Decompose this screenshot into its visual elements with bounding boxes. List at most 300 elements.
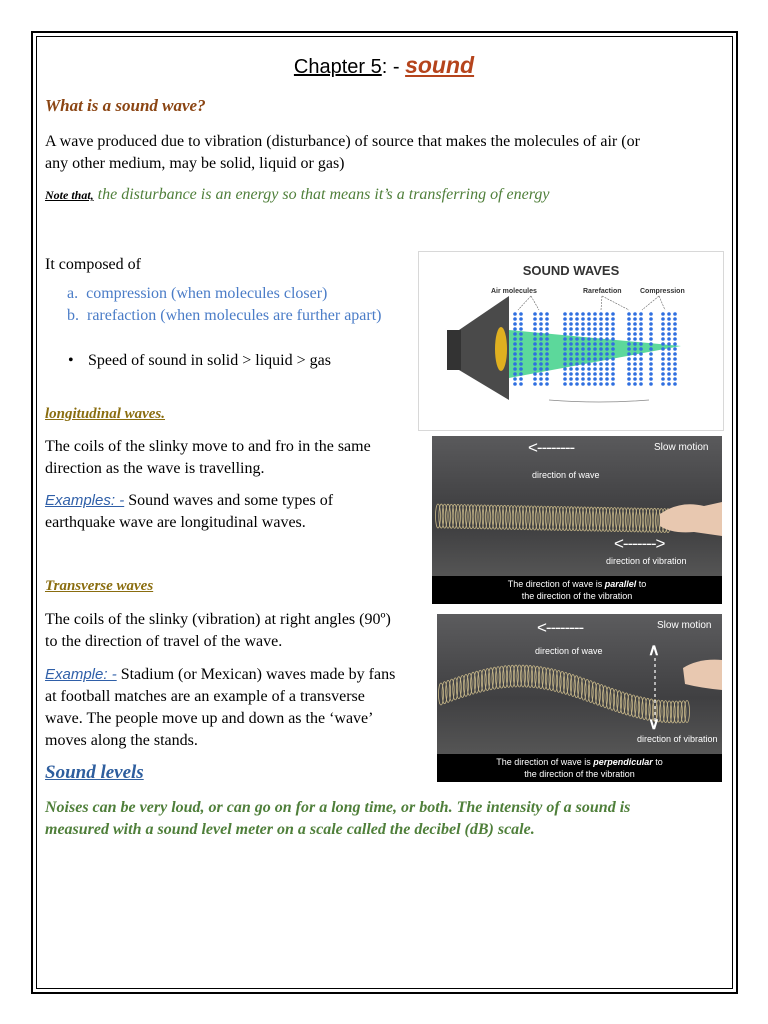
- air-molecule-dot: [627, 352, 631, 356]
- air-molecule-dot: [593, 382, 597, 386]
- air-molecule-dot: [667, 362, 671, 366]
- air-molecule-dot: [627, 372, 631, 376]
- air-molecule-dot: [533, 327, 537, 331]
- example-text: at football matches are an example of a transverse: [45, 688, 365, 705]
- air-molecule-dot: [563, 342, 567, 346]
- transverse-slinky-photo: [437, 614, 722, 782]
- air-molecule-dot: [639, 332, 643, 336]
- list-item: [67, 283, 382, 305]
- caption-text: to: [652, 757, 663, 767]
- air-molecule-dot: [563, 382, 567, 386]
- air-molecule-dot: [627, 327, 631, 331]
- air-molecule-dot: [611, 367, 615, 371]
- air-molecule-dot: [599, 337, 603, 341]
- bullet-text: Speed of sound in solid > liquid > gas: [88, 352, 331, 369]
- air-molecule-dot: [673, 347, 677, 351]
- air-molecule-dot: [575, 337, 579, 341]
- air-molecule-dot: [649, 352, 653, 356]
- air-molecule-dot: [649, 382, 653, 386]
- air-molecule-dot: [593, 372, 597, 376]
- air-molecule-dot: [545, 362, 549, 366]
- air-molecule-dot: [513, 342, 517, 346]
- air-molecule-dot: [587, 372, 591, 376]
- air-molecule-dot: [639, 367, 643, 371]
- air-molecule-dot: [545, 327, 549, 331]
- caption-text: to: [636, 579, 647, 589]
- air-molecule-dot: [661, 327, 665, 331]
- air-molecule-dot: [563, 312, 567, 316]
- example-text: wave. The people move up and down as the ‘wave’: [45, 710, 374, 727]
- air-molecule-dot: [575, 317, 579, 321]
- example-text: moves along the stands.: [45, 732, 198, 749]
- air-molecule-dot: [519, 377, 523, 381]
- air-molecule-dot: [513, 347, 517, 351]
- air-molecule-dot: [649, 372, 653, 376]
- air-molecule-dot: [633, 317, 637, 321]
- air-molecule-dot: [627, 317, 631, 321]
- air-molecule-dot: [575, 352, 579, 356]
- speaker-center-icon: [495, 327, 507, 371]
- air-molecule-dot: [533, 337, 537, 341]
- air-molecule-dot: [575, 322, 579, 326]
- air-molecule-dot: [569, 327, 573, 331]
- air-molecule-dot: [649, 342, 653, 346]
- air-molecule-dot: [581, 327, 585, 331]
- air-molecule-dot: [667, 382, 671, 386]
- air-molecule-dot: [545, 342, 549, 346]
- air-molecule-dot: [639, 342, 643, 346]
- air-molecule-dot: [633, 352, 637, 356]
- air-molecule-dot: [627, 342, 631, 346]
- air-molecule-dot: [587, 357, 591, 361]
- air-molecule-dot: [569, 337, 573, 341]
- air-molecule-dot: [667, 367, 671, 371]
- air-molecule-dot: [599, 372, 603, 376]
- air-molecule-dot: [649, 312, 653, 316]
- wave-arrow: <--------: [537, 618, 584, 637]
- air-molecule-dot: [593, 322, 597, 326]
- air-molecule-dot: [533, 377, 537, 381]
- air-molecule-dot: [575, 347, 579, 351]
- air-molecule-dot: [673, 377, 677, 381]
- air-molecule-dot: [667, 322, 671, 326]
- sound-wave-illustration: [419, 252, 723, 430]
- label-rarefaction: Rarefaction: [583, 288, 622, 295]
- air-molecule-dot: [639, 362, 643, 366]
- air-molecule-dot: [599, 377, 603, 381]
- air-molecule-dot: [611, 312, 615, 316]
- air-molecule-dot: [661, 332, 665, 336]
- air-molecule-dot: [539, 357, 543, 361]
- air-molecule-dot: [513, 357, 517, 361]
- air-molecule-dot: [513, 317, 517, 321]
- air-molecule-dot: [633, 337, 637, 341]
- air-molecule-dot: [533, 317, 537, 321]
- air-molecule-dot: [599, 342, 603, 346]
- air-molecule-dot: [575, 312, 579, 316]
- air-molecule-dot: [569, 332, 573, 336]
- air-molecule-dot: [581, 342, 585, 346]
- air-molecule-dot: [599, 347, 603, 351]
- air-molecule-dot: [533, 332, 537, 336]
- air-molecule-dot: [581, 377, 585, 381]
- air-molecule-dot: [605, 382, 609, 386]
- air-molecule-dot: [639, 317, 643, 321]
- air-molecule-dot: [639, 322, 643, 326]
- label-compression: Compression: [640, 288, 685, 295]
- air-molecule-dot: [667, 332, 671, 336]
- air-molecule-dot: [539, 382, 543, 386]
- air-molecule-dot: [633, 377, 637, 381]
- air-molecule-dot: [673, 317, 677, 321]
- air-molecule-dot: [569, 352, 573, 356]
- list-marker: b.: [67, 307, 79, 324]
- air-molecule-dot: [633, 382, 637, 386]
- air-molecule-dot: [587, 367, 591, 371]
- speed-bullet: [68, 350, 331, 372]
- air-molecule-dot: [661, 322, 665, 326]
- air-molecule-dot: [627, 382, 631, 386]
- air-molecule-dot: [575, 362, 579, 366]
- speaker-body-icon: [447, 330, 461, 370]
- air-molecule-dot: [611, 347, 615, 351]
- air-molecule-dot: [673, 342, 677, 346]
- air-molecule-dot: [581, 382, 585, 386]
- air-molecule-dot: [661, 337, 665, 341]
- longitudinal-slinky-photo: [432, 436, 722, 604]
- air-molecule-dot: [639, 377, 643, 381]
- air-molecule-dot: [533, 312, 537, 316]
- air-molecule-dot: [599, 312, 603, 316]
- air-molecule-dot: [667, 342, 671, 346]
- air-molecule-dot: [667, 357, 671, 361]
- air-molecule-dot: [605, 317, 609, 321]
- air-molecule-dot: [569, 342, 573, 346]
- air-molecule-dot: [545, 347, 549, 351]
- air-molecule-dot: [633, 327, 637, 331]
- air-molecule-dot: [667, 352, 671, 356]
- wave-arrow: <--------: [528, 438, 575, 457]
- air-molecule-dot: [587, 332, 591, 336]
- air-molecule-dot: [587, 352, 591, 356]
- air-molecule-dot: [539, 342, 543, 346]
- air-molecule-dot: [539, 322, 543, 326]
- air-molecule-dot: [649, 337, 653, 341]
- air-molecule-dot: [587, 382, 591, 386]
- air-molecule-dot: [575, 372, 579, 376]
- air-molecule-dot: [519, 347, 523, 351]
- air-molecule-dot: [661, 317, 665, 321]
- air-molecule-dot: [593, 377, 597, 381]
- air-molecule-dot: [593, 327, 597, 331]
- air-molecule-dot: [539, 377, 543, 381]
- air-molecule-dot: [581, 312, 585, 316]
- air-molecule-dot: [593, 342, 597, 346]
- air-molecule-dot: [599, 317, 603, 321]
- air-molecule-dot: [661, 357, 665, 361]
- question-heading: What is a sound wave?: [45, 96, 206, 115]
- air-molecule-dot: [533, 362, 537, 366]
- air-molecule-dot: [673, 312, 677, 316]
- air-molecule-dot: [673, 352, 677, 356]
- air-molecule-dot: [599, 362, 603, 366]
- air-molecule-dot: [611, 342, 615, 346]
- air-molecule-dot: [581, 362, 585, 366]
- arrow-up-icon: ∧: [648, 642, 660, 659]
- definition-paragraph: [45, 131, 735, 175]
- air-molecule-dot: [539, 327, 543, 331]
- air-molecule-dot: [661, 312, 665, 316]
- example-label: Examples: -: [45, 492, 125, 509]
- air-molecule-dot: [533, 382, 537, 386]
- air-molecule-dot: [545, 377, 549, 381]
- air-molecule-dot: [673, 332, 677, 336]
- air-molecule-dot: [563, 357, 567, 361]
- air-molecule-dot: [575, 327, 579, 331]
- air-molecule-dot: [513, 372, 517, 376]
- caption-text: the direction of the vibration: [524, 769, 635, 779]
- air-molecule-dot: [545, 317, 549, 321]
- air-molecule-dot: [605, 367, 609, 371]
- air-molecule-dot: [569, 357, 573, 361]
- air-molecule-dot: [673, 322, 677, 326]
- air-molecule-dot: [581, 367, 585, 371]
- air-molecule-dot: [563, 362, 567, 366]
- air-molecule-dot: [545, 322, 549, 326]
- air-molecule-dot: [611, 372, 615, 376]
- air-molecule-dot: [587, 342, 591, 346]
- air-molecule-dot: [593, 312, 597, 316]
- air-molecule-dot: [673, 372, 677, 376]
- air-molecule-dot: [513, 377, 517, 381]
- label-air-molecules: Air molecules: [491, 288, 537, 295]
- air-molecule-dot: [605, 322, 609, 326]
- air-molecule-dot: [661, 382, 665, 386]
- air-molecule-dot: [563, 352, 567, 356]
- air-molecule-dot: [563, 317, 567, 321]
- air-molecule-dot: [545, 312, 549, 316]
- air-molecule-dot: [593, 367, 597, 371]
- air-molecule-dot: [639, 312, 643, 316]
- air-molecule-dot: [539, 347, 543, 351]
- air-molecule-dot: [639, 327, 643, 331]
- sound-levels-heading: Sound levels: [45, 762, 144, 783]
- air-molecule-dot: [605, 372, 609, 376]
- air-molecule-dot: [533, 352, 537, 356]
- transverse-example: [45, 664, 425, 752]
- air-molecule-dot: [633, 357, 637, 361]
- air-molecule-dot: [519, 367, 523, 371]
- page-title: [0, 52, 768, 79]
- air-molecule-dot: [611, 327, 615, 331]
- caption-emphasis: parallel: [604, 579, 637, 589]
- sound-waves-diagram: [418, 251, 724, 431]
- list-item: [67, 305, 382, 327]
- air-molecule-dot: [627, 357, 631, 361]
- air-molecule-dot: [569, 322, 573, 326]
- air-molecule-dot: [627, 362, 631, 366]
- air-molecule-dot: [599, 352, 603, 356]
- slow-motion-label: Slow motion: [654, 442, 709, 453]
- air-molecule-dot: [533, 322, 537, 326]
- air-molecule-dot: [513, 312, 517, 316]
- air-molecule-dot: [667, 327, 671, 331]
- air-molecule-dot: [605, 347, 609, 351]
- air-molecule-dot: [599, 357, 603, 361]
- air-molecule-dot: [593, 332, 597, 336]
- air-molecule-dot: [649, 327, 653, 331]
- air-molecule-dot: [605, 377, 609, 381]
- air-molecule-dot: [545, 372, 549, 376]
- sound-levels-paragraph: [45, 797, 735, 841]
- air-molecule-dot: [587, 347, 591, 351]
- air-molecule-dot: [611, 352, 615, 356]
- air-molecule-dot: [519, 372, 523, 376]
- diagram-title: SOUND WAVES: [522, 263, 620, 278]
- air-molecule-dot: [539, 372, 543, 376]
- air-molecule-dot: [513, 337, 517, 341]
- air-molecule-dot: [649, 362, 653, 366]
- air-molecule-dot: [563, 322, 567, 326]
- caption-text: The direction of wave is: [507, 579, 605, 589]
- air-molecule-dot: [605, 312, 609, 316]
- air-molecule-dot: [673, 362, 677, 366]
- air-molecule-dot: [533, 347, 537, 351]
- vibration-arrow: <------->: [614, 534, 665, 553]
- paragraph-line: The coils of the slinky (vibration) at right angles (90º): [45, 611, 391, 628]
- air-molecule-dot: [633, 367, 637, 371]
- air-molecule-dot: [575, 377, 579, 381]
- air-molecule-dot: [545, 352, 549, 356]
- composed-intro: It composed of: [45, 256, 141, 273]
- example-text: Sound waves and some types of: [124, 492, 334, 509]
- air-molecule-dot: [545, 332, 549, 336]
- air-molecule-dot: [575, 382, 579, 386]
- paragraph-line: to the direction of travel of the wave.: [45, 633, 283, 650]
- slinky-horizontal-icon: [432, 436, 722, 576]
- air-molecule-dot: [667, 377, 671, 381]
- air-molecule-dot: [633, 342, 637, 346]
- air-molecule-dot: [599, 327, 603, 331]
- air-molecule-dot: [611, 362, 615, 366]
- air-molecule-dot: [513, 327, 517, 331]
- air-molecule-dot: [533, 367, 537, 371]
- air-molecule-dot: [661, 362, 665, 366]
- definition-line: any other medium, may be solid, liquid or gas): [45, 155, 345, 172]
- paragraph-line: measured with a sound level meter on a scale called the decibel (dB) scale.: [45, 821, 535, 838]
- slow-motion-label: Slow motion: [657, 620, 712, 631]
- air-molecule-dot: [639, 357, 643, 361]
- air-molecule-dot: [563, 332, 567, 336]
- caption-text: the direction of the vibration: [521, 591, 633, 601]
- air-molecule-dot: [667, 312, 671, 316]
- air-molecule-dot: [649, 317, 653, 321]
- list-item-text: rarefaction (when molecules are further apart): [87, 307, 382, 324]
- air-molecule-dot: [611, 332, 615, 336]
- air-molecule-dot: [633, 362, 637, 366]
- air-molecule-dot: [673, 327, 677, 331]
- air-molecule-dot: [569, 377, 573, 381]
- air-molecule-dot: [639, 372, 643, 376]
- air-molecule-dot: [605, 362, 609, 366]
- air-molecule-dot: [575, 367, 579, 371]
- note-line: [45, 186, 549, 204]
- air-molecule-dot: [513, 367, 517, 371]
- air-molecule-dot: [569, 312, 573, 316]
- air-molecule-dot: [611, 382, 615, 386]
- air-molecule-dot: [649, 377, 653, 381]
- air-molecule-dot: [627, 337, 631, 341]
- air-molecule-dot: [545, 357, 549, 361]
- air-molecule-dot: [605, 337, 609, 341]
- air-molecule-dot: [633, 347, 637, 351]
- paragraph-line: Noises can be very loud, or can go on for a long time, or both. The intensity of a sound is: [45, 799, 631, 816]
- air-molecule-dot: [545, 367, 549, 371]
- air-molecule-dot: [513, 322, 517, 326]
- air-molecule-dot: [639, 382, 643, 386]
- air-molecule-dot: [605, 342, 609, 346]
- air-molecule-dot: [569, 362, 573, 366]
- air-molecule-dot: [563, 377, 567, 381]
- air-molecule-dot: [519, 362, 523, 366]
- air-molecule-dot: [539, 352, 543, 356]
- air-molecule-dot: [519, 357, 523, 361]
- air-molecule-dot: [633, 332, 637, 336]
- air-molecule-dot: [627, 322, 631, 326]
- air-molecule-dot: [519, 312, 523, 316]
- air-molecule-dot: [563, 327, 567, 331]
- air-molecule-dot: [513, 352, 517, 356]
- air-molecule-dot: [649, 357, 653, 361]
- direction-of-wave-label: direction of wave: [535, 646, 603, 656]
- air-molecule-dot: [673, 382, 677, 386]
- air-molecule-dot: [649, 367, 653, 371]
- air-molecule-dot: [563, 337, 567, 341]
- air-molecule-dot: [513, 382, 517, 386]
- direction-of-vibration-label: direction of vibration: [606, 556, 687, 566]
- air-molecule-dot: [581, 352, 585, 356]
- air-molecule-dot: [605, 332, 609, 336]
- air-molecule-dot: [611, 322, 615, 326]
- air-molecule-dot: [581, 332, 585, 336]
- air-molecule-dot: [639, 337, 643, 341]
- example-text: earthquake wave are longitudinal waves.: [45, 514, 306, 531]
- composed-list: [67, 283, 382, 327]
- air-molecule-dot: [581, 317, 585, 321]
- air-molecule-dot: [599, 367, 603, 371]
- air-molecule-dot: [599, 382, 603, 386]
- air-molecule-dot: [611, 357, 615, 361]
- air-molecule-dot: [673, 357, 677, 361]
- air-molecule-dot: [593, 357, 597, 361]
- air-molecule-dot: [519, 332, 523, 336]
- air-molecule-dot: [627, 312, 631, 316]
- air-molecule-dot: [611, 337, 615, 341]
- direction-of-vibration-label: direction of vibration: [637, 734, 718, 744]
- air-molecule-dot: [661, 352, 665, 356]
- air-molecule-dot: [627, 367, 631, 371]
- air-molecule-dot: [599, 322, 603, 326]
- air-molecule-dot: [673, 337, 677, 341]
- photo-caption: [437, 754, 722, 782]
- slinky-coil: [685, 701, 690, 723]
- air-molecule-dot: [569, 382, 573, 386]
- list-item-text: compression (when molecules closer): [86, 285, 328, 302]
- longitudinal-heading: longitudinal waves.: [45, 406, 166, 422]
- air-molecule-dot: [587, 327, 591, 331]
- photo-caption: [432, 576, 722, 604]
- air-molecule-dot: [519, 337, 523, 341]
